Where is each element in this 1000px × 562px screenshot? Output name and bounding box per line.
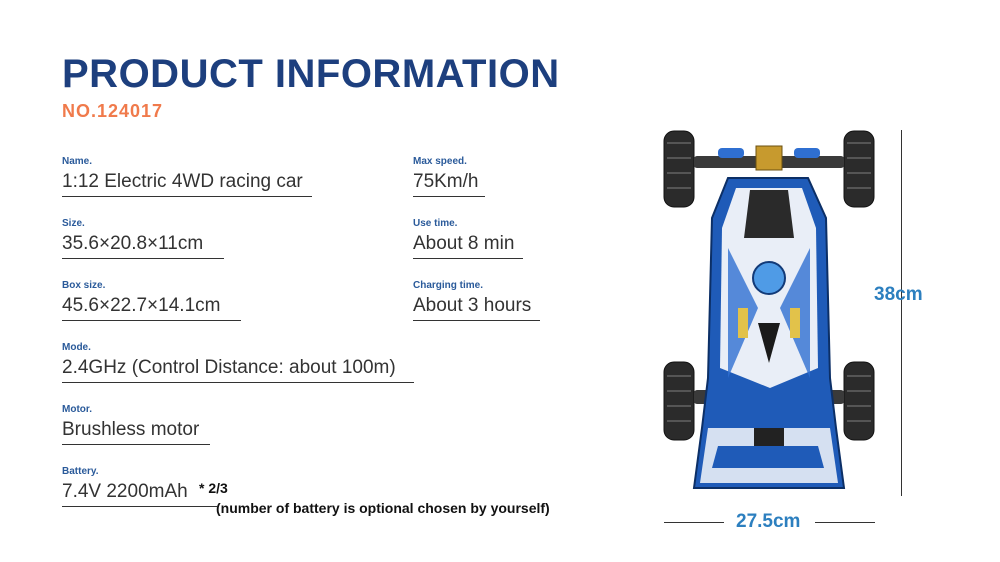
spec-mode [62, 342, 414, 383]
spec-name [62, 156, 312, 197]
spec-max-speed-label: Max speed. [413, 156, 467, 167]
spec-max-speed [413, 156, 485, 197]
spec-motor-label: Motor. [62, 404, 92, 415]
battery-optional-note: (number of battery is optional chosen by yourself) [216, 500, 550, 516]
spec-max-speed-value: 75Km/h [413, 171, 485, 197]
spec-battery-label: Battery. [62, 466, 99, 477]
spec-motor [62, 404, 210, 445]
spec-size-value: 35.6×20.8×11cm [62, 233, 224, 259]
rear-left-wheel [664, 362, 694, 440]
spec-charging-time-label: Charging time. [413, 280, 484, 291]
spec-motor-value: Brushless motor [62, 419, 210, 445]
model-number: NO.124017 [62, 101, 164, 121]
spec-name-label: Name. [62, 156, 93, 167]
spec-name-value: 1:12 Electric 4WD racing car [62, 171, 312, 197]
spec-charging-time-value: About 3 hours [413, 295, 540, 321]
page-title: PRODUCT INFORMATION [62, 52, 560, 96]
width-dimension-label: 27.5cm [736, 511, 801, 532]
rear-right-wheel [844, 362, 874, 440]
battery-multiplier: * 2/3 [199, 480, 228, 496]
front-gearbox [756, 146, 782, 170]
height-dimension-line [901, 130, 902, 496]
length-dimension-label: 38cm [874, 284, 923, 305]
spec-battery [62, 466, 217, 507]
spec-use-time-label: Use time. [413, 218, 458, 229]
spec-mode-value: 2.4GHz (Control Distance: about 100m) [62, 357, 414, 383]
spec-use-time-value: About 8 min [413, 233, 523, 259]
spec-size [62, 218, 224, 259]
width-dimension-line-left [664, 522, 724, 523]
spec-battery-value: 7.4V 2200mAh [62, 481, 217, 507]
spec-mode-label: Mode. [62, 342, 91, 353]
spec-box-size-value: 45.6×22.7×14.1cm [62, 295, 241, 321]
spec-box-size [62, 280, 241, 321]
spec-size-label: Size. [62, 218, 85, 229]
spec-box-size-label: Box size. [62, 280, 106, 291]
width-dimension-line-right [815, 522, 875, 523]
battery-note [199, 478, 550, 518]
spec-charging-time [413, 280, 540, 321]
rc-car-image [658, 128, 878, 498]
spec-use-time [413, 218, 523, 259]
